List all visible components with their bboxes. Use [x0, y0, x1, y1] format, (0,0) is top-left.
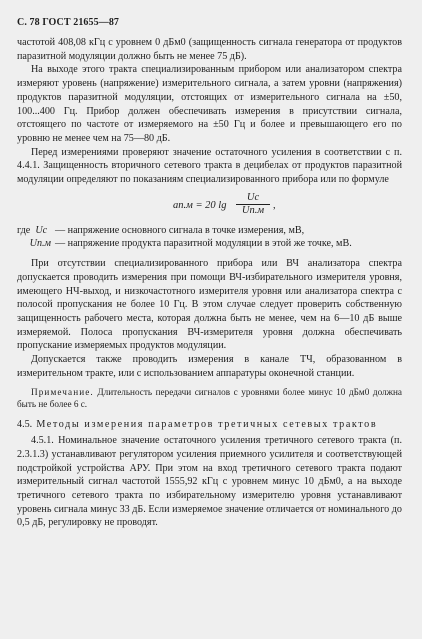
paragraph-4: При отсутствии специализированного прибора или ВЧ анализатора спектра допускается проводить измерения при помощи ВЧ-избирательного измерителя уровня, имеющего НЧ-выход, и низкочастотного измерителя уровня или анализатора спектра с полосой пропускания не более 10 Гц. В этом случае следует проверить собственную защищенность рабочего места, которая должна быть не менее, чем на 6—10 дБ выше измеряемой. Полоса пропускания ВЧ-измерителя уровня должна обеспечивать пропускание измеряемых продуктов модуляции. — [17, 258, 402, 352]
paragraph-1: частотой 408,08 кГц с уровнем 0 дБм0 (защищенность сигнала генератора от продуктов паразитной модуляции должно быть не менее 75 дБ). — [17, 37, 402, 62]
formula-denominator: Uп.м — [241, 204, 265, 216]
definition-symbol: Uп.м — [29, 238, 52, 250]
formula — [17, 191, 402, 220]
definition-text: — напряжение основного сигнала в точке измерения, мВ, — [55, 224, 305, 236]
definition-text: — напряжение продукта паразитной модуляции в этой же точке, мВ. — [55, 238, 352, 250]
formula-tail: , — [273, 199, 276, 211]
definition-row — [17, 237, 402, 251]
formula-fraction — [236, 192, 270, 217]
definition-row — [17, 224, 402, 238]
note — [17, 386, 402, 410]
paragraph-5: Допускается также проводить измерения в канале ТЧ, образованном в измерительном тракте, или с использованием аппаратуры оконечной станции. — [17, 354, 402, 379]
paragraph-6: 4.5.1. Номинальное значение остаточного усиления третичного сетевого тракта (п. 2.3.1.3) устанавливают регулятором усиления приемного усилителя и соответствующей подстройкой устройства АРУ. При этом на вход третичного сетевого тракта подают измерительный сигнал частотой 1555,92 кГц с уровнем минус 10 дБм0, а на выходе третичного сетевого тракта по избирательному измерителю уровня устанавливают уровень сигнала минус 33 дБ. Если измеряемое значение отличается от номинального до 0,5 дБ, регулировку не проводят. — [17, 435, 402, 529]
note-label: Примечание. — [31, 387, 94, 398]
note-text: Длительность передачи сигналов с уровнями более минус 10 дБм0 должна быть не более 6 с. — [17, 387, 402, 410]
paragraph-3: Перед измерениями проверяют значение остаточного усиления в соответствии с п. 4.4.1. Защищенность вторичного сетевого тракта в децибелах от продуктов паразитной модуляции определяют по показаниям специализированного прибора или по формуле — [17, 146, 402, 186]
formula-numerator: Uс — [236, 192, 270, 205]
definition-symbol: где Uс — [17, 224, 48, 236]
section-heading — [17, 418, 402, 432]
definitions — [17, 224, 402, 251]
page-header: С. 78 ГОСТ 21655—87 — [17, 17, 120, 28]
formula-lhs: aп.м = 20 lg — [173, 199, 227, 211]
paragraph-2: На выходе этого тракта специализированным прибором или анализатором спектра измеряют уровень (напряжение) измерительного сигнала, а затем уровни (напряжения) продуктов паразитной модуляции, отстоящих от измерительного сигнала на ±50, 100...400 Гц. Прибор должен обеспечивать измерения в присутствии сигнала, отстоящего по частоте от измеряемого на ±50 Гц и более и превышающего его по уровню не менее чем на 75—80 дБ. — [17, 64, 402, 144]
section-title: Методы измерения параметров третичных сетевых трактов — [32, 419, 378, 431]
section-number: 4.5. — [17, 419, 33, 431]
